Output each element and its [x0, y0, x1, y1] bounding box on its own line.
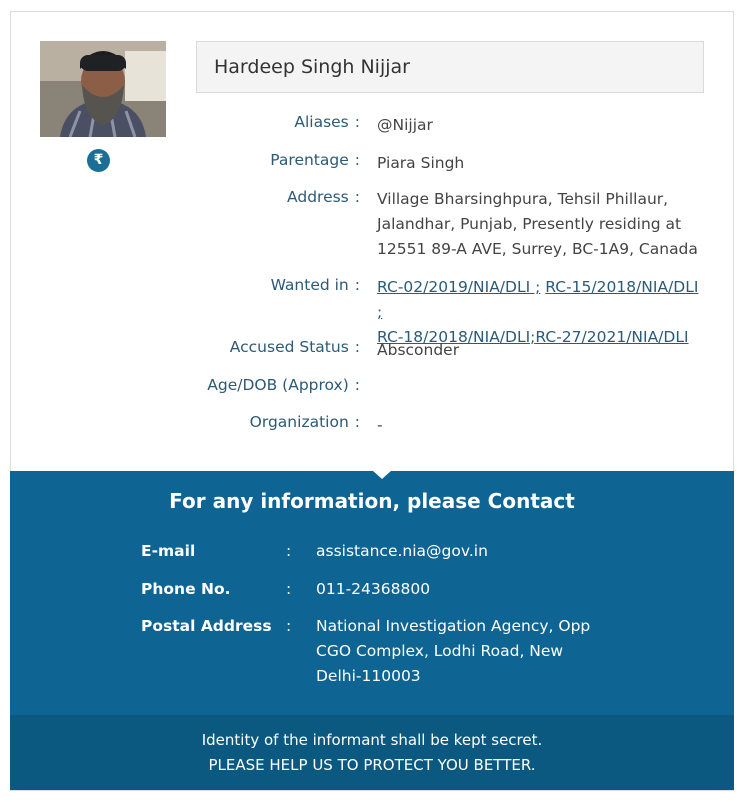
name-header [196, 41, 704, 93]
parentage-value: Piara Singh [377, 154, 465, 172]
footer-line-protect: PLEASE HELP US TO PROTECT YOU BETTER. [208, 756, 536, 774]
footer-line-secret: Identity of the informant shall be kept secret. [201, 731, 543, 749]
case-link-rc-27-2021[interactable]: RC-27/2021/NIA/DLI [535, 328, 689, 346]
address-label: Address [287, 188, 349, 206]
email-value[interactable]: assistance.nia@gov.in [316, 542, 488, 560]
parentage-label: Parentage [270, 151, 349, 169]
phone-colon: : [286, 580, 292, 598]
accused-status-label: Accused Status [229, 338, 349, 356]
address-value: Village Bharsinghpura, Tehsil Phillaur, Jalandhar, Punjab, Presently residing at 12551 89-A AVE, Surrey, BC-1A9, Canada [377, 190, 698, 258]
contact-section [10, 471, 734, 715]
suspect-name: Hardeep Singh Nijjar [214, 56, 410, 78]
email-colon: : [286, 542, 292, 560]
aliases-value: @Nijjar [377, 116, 433, 134]
footer-notice [10, 715, 734, 790]
email-label: E-mail [141, 542, 196, 560]
accused-status-value: Absconder [377, 341, 460, 359]
phone-value[interactable]: 011-24368800 [316, 580, 431, 598]
contact-title: For any information, please Contact [169, 489, 575, 513]
postal-address-value: National Investigation Agency, Opp CGO Complex, Lodhi Road, New Delhi-110003 [316, 617, 591, 685]
case-link-rc-02-2019[interactable]: RC-02/2019/NIA/DLI ; [377, 278, 541, 296]
phone-label: Phone No. [141, 580, 231, 598]
organization-value: - [377, 416, 383, 434]
aliases-label: Aliases [294, 113, 349, 131]
postal-address-label: Postal Address [141, 617, 272, 635]
rupee-icon[interactable]: ₹ [87, 149, 110, 172]
organization-label: Organization [249, 413, 349, 431]
postal-address-colon: : [286, 617, 292, 635]
case-link-rc-18-2018[interactable]: RC-18/2018/NIA/DLI; [377, 328, 536, 346]
wanted-in-label: Wanted in [270, 276, 349, 294]
section-notch [372, 470, 392, 479]
case-link-rc-15-2018[interactable]: RC-15/2018/NIA/DLI ; [377, 278, 699, 321]
age-label: Age/DOB (Approx) [207, 376, 349, 394]
